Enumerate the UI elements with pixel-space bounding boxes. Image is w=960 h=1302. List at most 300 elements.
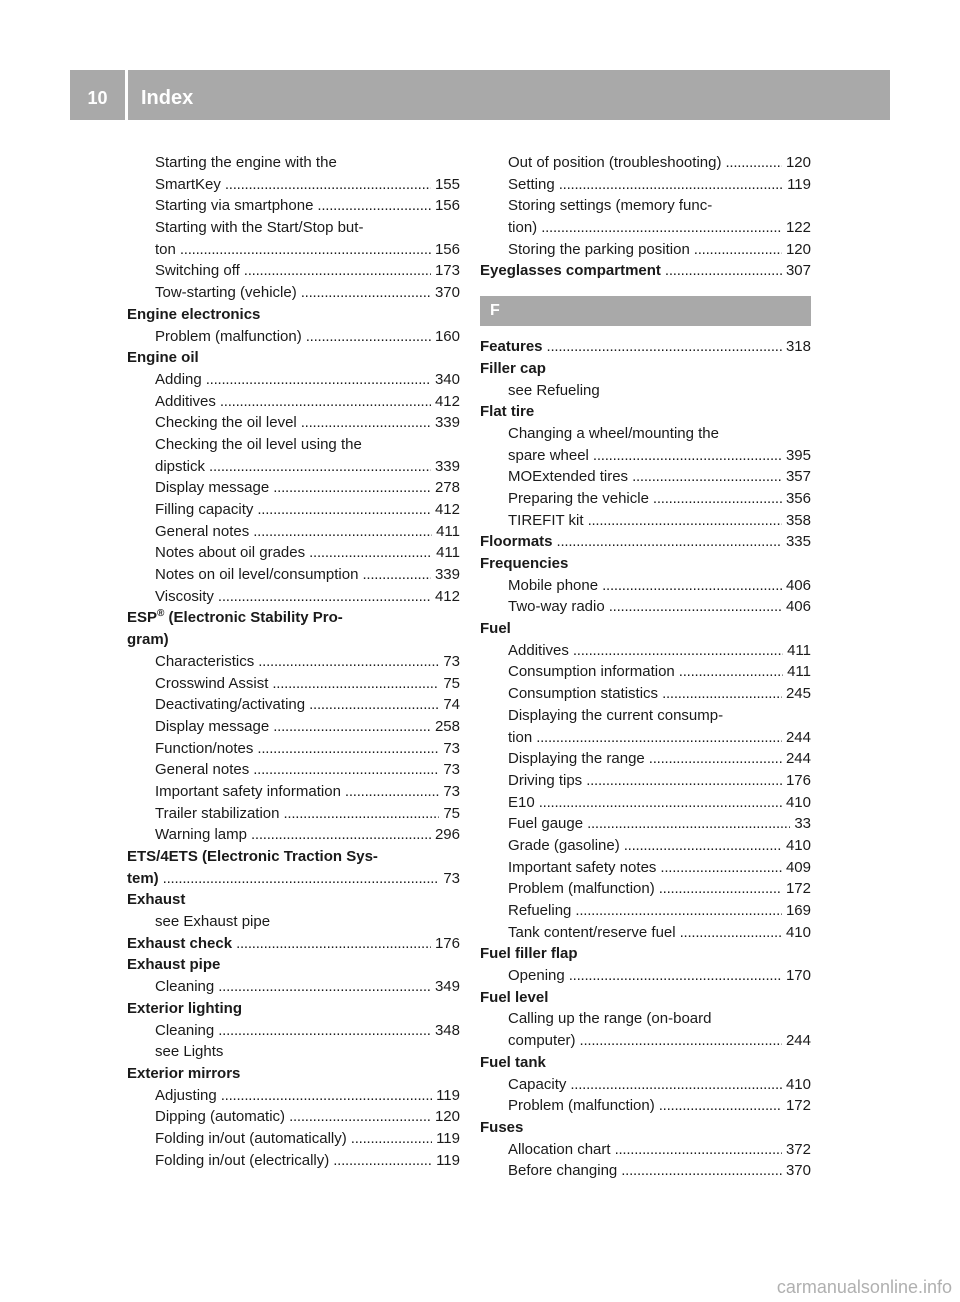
entry-label: MOExtended tires <box>508 468 629 486</box>
dot-leader <box>289 1106 431 1128</box>
watermark: carmanualsonline.info <box>776 1277 952 1297</box>
index-entry <box>127 347 460 369</box>
entry-label: ETS/4ETS (Electronic Traction Sys- <box>127 848 378 865</box>
entry-label: gram) <box>127 631 169 649</box>
entry-label: Capacity <box>508 1075 567 1093</box>
index-entry <box>127 304 460 326</box>
dot-leader <box>284 803 440 825</box>
page-reference: 349 <box>434 978 460 996</box>
dot-leader <box>218 1020 431 1042</box>
index-entry <box>127 954 460 976</box>
entry-label: Additives <box>508 641 569 659</box>
index-subentry <box>480 217 811 239</box>
page-reference: 172 <box>785 1097 811 1115</box>
page-reference: 73 <box>443 782 460 800</box>
entry-label: Engine oil <box>127 349 199 367</box>
dot-leader <box>236 933 431 955</box>
page-reference: 119 <box>436 1086 460 1104</box>
entry-label: Consumption statistics <box>508 685 659 703</box>
entry-label: Preparing the vehicle <box>508 489 649 507</box>
index-subentry <box>480 922 811 944</box>
index-subentry <box>480 965 811 987</box>
dot-leader <box>218 586 431 608</box>
page-reference: 245 <box>785 685 811 703</box>
index-entry <box>127 1063 460 1085</box>
page-reference: 339 <box>434 414 460 432</box>
entry-label: tion <box>508 728 533 746</box>
entry-label: Setting <box>508 175 555 193</box>
dot-leader <box>301 412 431 434</box>
index-subentry <box>480 1008 811 1030</box>
index-subentry <box>127 759 460 781</box>
dot-leader <box>209 456 431 478</box>
entry-label: Refueling <box>508 902 572 919</box>
entry-label: Important safety information <box>155 782 341 800</box>
dot-leader <box>180 239 431 261</box>
entry-label: Warning lamp <box>155 826 247 844</box>
index-subentry <box>127 260 460 282</box>
index-entry <box>480 531 811 553</box>
page-reference: 74 <box>443 696 460 714</box>
page-reference: 411 <box>436 544 460 562</box>
dot-leader <box>569 965 782 987</box>
page-reference: 156 <box>434 197 460 215</box>
entry-label: Exterior lighting <box>127 999 243 1017</box>
dot-leader <box>586 770 782 792</box>
dot-leader <box>309 694 439 716</box>
index-subentry <box>480 445 811 467</box>
entry-label: Exhaust <box>127 891 186 909</box>
entry-label: Display message <box>155 717 270 735</box>
index-subentry <box>127 412 460 434</box>
entry-label: SmartKey <box>155 175 221 193</box>
page-reference: 156 <box>434 240 460 258</box>
index-entry <box>127 846 460 868</box>
dot-leader <box>301 282 431 304</box>
page-reference: 73 <box>443 761 460 779</box>
dot-leader <box>547 336 782 358</box>
entry-label: Crosswind Assist <box>155 674 269 692</box>
index-subentry <box>480 195 811 217</box>
entry-label: Floormats <box>480 533 553 551</box>
entry-label: E10 <box>508 793 535 811</box>
entry-label: Two-way radio <box>508 598 605 616</box>
dot-leader <box>653 488 782 510</box>
dot-leader <box>541 217 782 239</box>
entry-label: Engine electronics <box>127 305 261 323</box>
entry-label: General notes <box>155 522 250 540</box>
index-subentry <box>127 326 460 348</box>
entry-label: Tank content/reserve fuel <box>508 923 676 941</box>
entry-label: see Exhaust pipe <box>155 913 271 931</box>
entry-label: Adding <box>155 370 202 388</box>
dot-leader <box>257 499 431 521</box>
page-title: Index <box>141 87 194 109</box>
page-reference: 176 <box>434 934 460 952</box>
index-subentry <box>127 456 460 478</box>
index-subentry <box>480 705 811 727</box>
index-subentry <box>127 716 460 738</box>
dot-leader <box>679 661 783 683</box>
page-reference: 73 <box>443 652 460 670</box>
index-subentry <box>480 1074 811 1096</box>
entry-label: ESP® (Electronic Stability Pro- <box>127 608 343 627</box>
entry-label: Mobile phone <box>508 576 599 594</box>
page-reference: 119 <box>436 1129 460 1147</box>
entry-label: Problem (malfunction) <box>155 327 302 345</box>
index-entry <box>480 336 811 358</box>
page-reference: 335 <box>785 533 811 551</box>
index-subentry <box>480 152 811 174</box>
page-reference: 339 <box>434 566 460 584</box>
page-reference: 155 <box>434 175 460 193</box>
page-reference: 406 <box>785 576 811 594</box>
dot-leader <box>273 716 431 738</box>
dot-leader <box>660 857 782 879</box>
entry-label: spare wheel <box>508 446 589 464</box>
page-reference: 119 <box>436 1151 460 1169</box>
page-reference: 412 <box>434 501 460 518</box>
entry-label: Out of position (troubleshooting) <box>508 154 722 171</box>
entry-label: Adjusting <box>155 1086 217 1104</box>
index-subentry <box>127 673 460 695</box>
dot-leader <box>333 1150 432 1172</box>
dot-leader <box>220 391 431 413</box>
index-entry <box>127 629 460 651</box>
index-subentry <box>480 835 811 857</box>
index-subentry <box>480 640 811 662</box>
page-reference: 358 <box>785 511 811 529</box>
entry-label: Function/notes <box>155 739 254 757</box>
index-subentry <box>127 911 460 933</box>
entry-label: Storing settings (memory func- <box>508 197 713 215</box>
page-reference: 176 <box>785 771 811 789</box>
dot-leader <box>309 542 432 564</box>
index-subentry <box>127 195 460 217</box>
index-subentry <box>480 661 811 683</box>
index-entry <box>480 618 811 640</box>
entry-label: Fuel level <box>480 988 549 1006</box>
dot-leader <box>659 1095 782 1117</box>
entry-label: ton <box>155 240 176 258</box>
entry-label: Fuel gauge <box>508 815 584 833</box>
index-subentry <box>127 499 460 521</box>
page-reference: 33 <box>794 815 811 833</box>
dot-leader <box>244 260 431 282</box>
index-subentry <box>480 596 811 618</box>
dot-leader <box>317 195 431 217</box>
dot-leader <box>345 781 439 803</box>
page-number: 10 <box>87 88 108 108</box>
page-reference: 75 <box>443 674 460 692</box>
entry-label: Tow-starting (vehicle) <box>155 284 297 302</box>
index-subentry <box>127 803 460 825</box>
index-entry <box>480 943 811 965</box>
entry-label: TIREFIT kit <box>508 511 584 529</box>
page-reference: 370 <box>434 284 460 302</box>
page-reference: 412 <box>434 392 460 410</box>
index-subentry <box>480 380 811 402</box>
entry-label: Storing the parking position <box>508 240 690 258</box>
index-entry <box>480 987 811 1009</box>
entry-label: Calling up the range (on-board <box>508 1010 712 1028</box>
entry-label: Fuel <box>480 620 511 638</box>
index-subentry <box>127 651 460 673</box>
entry-label: Problem (malfunction) <box>508 880 655 898</box>
entry-label: Trailer stabilization <box>155 804 280 822</box>
index-subentry <box>127 781 460 803</box>
page-reference: 73 <box>443 869 460 887</box>
index-entry <box>127 868 460 890</box>
entry-label: Exterior mirrors <box>127 1064 241 1082</box>
dot-leader <box>218 976 431 998</box>
entry-label: Important safety notes <box>508 858 657 876</box>
dot-leader <box>624 835 782 857</box>
section-letter-bar: F <box>480 296 811 326</box>
dot-leader <box>588 510 782 532</box>
entry-label: Filler cap <box>480 359 546 377</box>
dot-leader <box>221 1085 432 1107</box>
dot-leader <box>649 748 782 770</box>
dot-leader <box>251 824 431 846</box>
index-subentry <box>480 683 811 705</box>
index-subentry <box>127 217 460 239</box>
index-subentry <box>480 466 811 488</box>
entry-label: Checking the oil level using the <box>155 435 362 453</box>
page-reference: 410 <box>785 923 811 941</box>
page-reference: 348 <box>434 1021 460 1039</box>
index-column-left <box>127 152 460 1171</box>
entry-label: Dipping (automatic) <box>155 1108 286 1126</box>
page-reference: 410 <box>785 1075 811 1093</box>
page-reference: 339 <box>434 457 460 475</box>
index-subentry <box>127 1020 460 1042</box>
index-subentry <box>127 521 460 543</box>
index-subentry <box>480 727 811 749</box>
index-subentry <box>480 857 811 879</box>
page-reference: 173 <box>434 262 460 280</box>
index-subentry <box>480 878 811 900</box>
dot-leader <box>557 531 782 553</box>
index-subentry <box>127 586 460 608</box>
dot-leader <box>225 174 431 196</box>
page-reference: 244 <box>785 728 811 746</box>
index-subentry <box>127 282 460 304</box>
entry-label: see Refueling <box>508 381 600 399</box>
entry-label: Characteristics <box>155 652 255 670</box>
page-reference: 357 <box>785 468 811 486</box>
entry-label: Checking the oil level <box>155 414 297 432</box>
page-reference: 122 <box>785 219 811 237</box>
index-subentry <box>127 239 460 261</box>
page-reference: 409 <box>785 858 811 876</box>
entry-label: Opening <box>508 967 565 985</box>
entry-label: Switching off <box>155 262 240 280</box>
entry-label: computer) <box>508 1032 576 1050</box>
dot-leader <box>680 922 782 944</box>
entry-label: Allocation chart <box>508 1140 611 1158</box>
index-subentry <box>127 1041 460 1063</box>
dot-leader <box>580 1030 782 1052</box>
entry-label: Viscosity <box>155 587 214 605</box>
index-subentry <box>480 748 811 770</box>
index-subentry <box>480 1095 811 1117</box>
entry-label: Before changing <box>508 1162 618 1180</box>
dot-leader <box>257 738 439 760</box>
index-subentry <box>480 575 811 597</box>
index-entry <box>127 889 460 911</box>
entry-label: Deactivating/activating <box>155 696 306 714</box>
index-subentry <box>127 477 460 499</box>
entry-label: Display message <box>155 479 270 497</box>
entry-label: Flat tire <box>480 403 535 421</box>
entry-label: Fuel filler flap <box>480 945 578 963</box>
entry-label: Exhaust pipe <box>127 956 221 974</box>
page-reference: 318 <box>785 338 811 356</box>
page-reference: 370 <box>785 1162 811 1180</box>
index-subentry <box>127 694 460 716</box>
dot-leader <box>632 466 782 488</box>
page-reference: 120 <box>785 154 811 171</box>
dot-leader <box>659 878 782 900</box>
dot-leader <box>615 1139 782 1161</box>
entry-label: Displaying the range <box>508 750 645 768</box>
entry-label: Folding in/out (electrically) <box>155 1151 330 1169</box>
index-subentry <box>480 813 811 835</box>
dot-leader <box>593 445 782 467</box>
index-subentry <box>480 1030 811 1052</box>
entry-label: Filling capacity <box>155 501 254 518</box>
entry-label: tem) <box>127 869 159 887</box>
dot-leader <box>602 575 782 597</box>
page-reference: 411 <box>436 522 460 540</box>
index-subentry <box>480 1139 811 1161</box>
entry-label: Notes about oil grades <box>155 544 306 562</box>
entry-label: Notes on oil level/consumption <box>155 566 359 584</box>
index-subentry <box>127 369 460 391</box>
dot-leader <box>253 759 439 781</box>
page-reference: 340 <box>434 370 460 388</box>
dot-leader <box>587 813 790 835</box>
entry-label: Displaying the current consump- <box>508 706 724 724</box>
dot-leader <box>609 596 782 618</box>
entry-label: Folding in/out (automatically) <box>155 1129 347 1147</box>
entry-label: Additives <box>155 392 216 410</box>
index-entry <box>127 607 460 629</box>
page-reference: 160 <box>434 327 460 345</box>
dot-leader <box>662 683 782 705</box>
page-reference: 170 <box>785 967 811 985</box>
page-reference: 356 <box>785 489 811 507</box>
index-entry <box>127 998 460 1020</box>
index-subentry <box>127 434 460 456</box>
index-subentry <box>127 152 460 174</box>
index-subentry <box>127 1085 460 1107</box>
page-reference: 244 <box>785 1032 811 1050</box>
dot-leader <box>694 239 782 261</box>
page-reference: 120 <box>434 1108 460 1126</box>
page-reference: 244 <box>785 750 811 768</box>
page-reference: 172 <box>785 880 811 898</box>
index-subentry <box>127 174 460 196</box>
dot-leader <box>575 900 782 922</box>
index-subentry <box>127 738 460 760</box>
entry-label: Cleaning <box>155 1021 215 1039</box>
dot-leader <box>725 152 782 174</box>
index-group-e-continued <box>480 152 811 282</box>
entry-label: Features <box>480 338 543 356</box>
index-subentry <box>127 1106 460 1128</box>
dot-leader <box>559 174 783 196</box>
index-entry <box>480 553 811 575</box>
dot-leader <box>570 1074 782 1096</box>
entry-label: Fuses <box>480 1118 524 1136</box>
dot-leader <box>665 260 782 282</box>
page-reference: 296 <box>434 826 460 844</box>
entry-label: Cleaning <box>155 978 215 996</box>
index-subentry <box>480 510 811 532</box>
dot-leader <box>351 1128 432 1150</box>
index-subentry <box>127 542 460 564</box>
entry-label: tion) <box>508 219 538 237</box>
entry-label: see Lights <box>155 1043 224 1061</box>
entry-label: Problem (malfunction) <box>508 1097 655 1115</box>
entry-label: Grade (gasoline) <box>508 836 620 854</box>
page-reference: 75 <box>443 804 460 822</box>
page-reference: 410 <box>785 793 811 811</box>
page-reference: 119 <box>787 175 811 193</box>
page-reference: 410 <box>785 836 811 854</box>
index-subentry <box>127 824 460 846</box>
dot-leader <box>258 651 439 673</box>
page-reference: 395 <box>785 446 811 464</box>
entry-label: Eyeglasses compartment <box>480 262 661 280</box>
index-entry <box>127 933 460 955</box>
page-reference: 169 <box>785 902 811 919</box>
index-group-f <box>480 336 811 1182</box>
entry-label: Starting with the Start/Stop but- <box>155 219 364 237</box>
entry-label: Changing a wheel/mounting the <box>508 424 719 442</box>
index-subentry <box>480 423 811 445</box>
index-subentry <box>127 1128 460 1150</box>
entry-label: Driving tips <box>508 771 583 789</box>
dot-leader <box>573 640 783 662</box>
dot-leader <box>163 868 440 890</box>
index-entry <box>480 358 811 380</box>
page-reference: 278 <box>434 479 460 497</box>
entry-label: Consumption information <box>508 663 675 681</box>
index-subentry <box>480 900 811 922</box>
dot-leader <box>273 477 431 499</box>
index-subentry <box>480 239 811 261</box>
page-reference: 411 <box>787 663 811 681</box>
page-reference: 258 <box>434 717 460 735</box>
index-subentry <box>480 174 811 196</box>
page-reference: 307 <box>785 262 811 280</box>
dot-leader <box>206 369 431 391</box>
page-reference: 73 <box>443 739 460 757</box>
dot-leader <box>362 564 431 586</box>
header-divider <box>125 70 128 120</box>
page-reference: 372 <box>785 1140 811 1158</box>
dot-leader <box>621 1160 782 1182</box>
entry-label: Frequencies <box>480 555 569 572</box>
index-subentry <box>127 391 460 413</box>
dot-leader <box>306 326 431 348</box>
dot-leader <box>536 727 782 749</box>
page-reference: 406 <box>785 598 811 616</box>
index-subentry <box>127 976 460 998</box>
